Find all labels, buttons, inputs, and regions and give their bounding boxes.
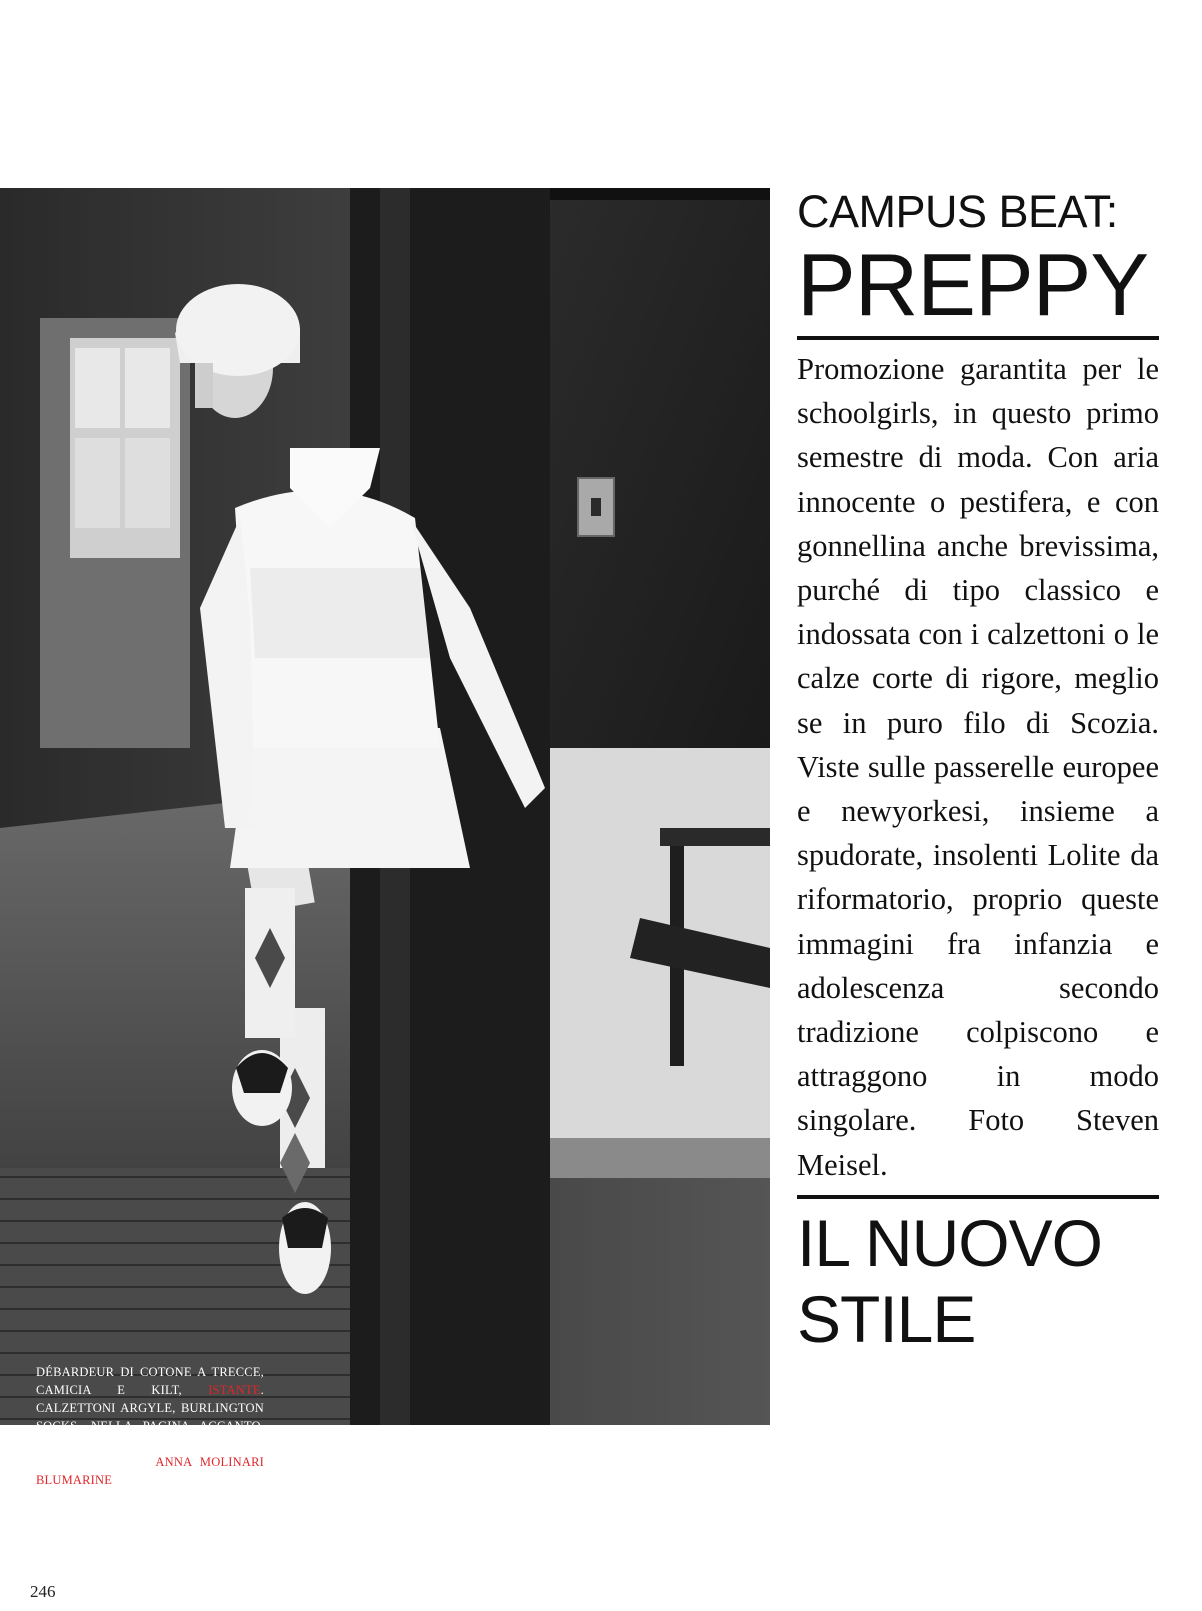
caption-brand-molinari: ANNA MOLINARI BLUMARINE <box>36 1455 265 1487</box>
caption-brand-istante: ISTANTE <box>208 1383 261 1397</box>
subhead-line-1: IL NUOVO <box>797 1205 1102 1280</box>
caption-text-1: DÉBARDEUR DI COTONE A TRECCE, CAMICIA E KILT, <box>36 1365 264 1397</box>
caption-text-2: . CALZETTONI ARGYLE, BURLINGTON SOCKS. NELLA PAGINA ACCANTO, GOLFINI DI CASHMERE E GONNE DI VOILE A PIEGHE, <box>36 1383 264 1469</box>
article-column <box>797 186 1159 1357</box>
article-headline: PREPPY <box>797 235 1149 334</box>
bottom-rule <box>797 1195 1159 1199</box>
article-kicker: CAMPUS BEAT: <box>797 186 1118 237</box>
fashion-photo <box>0 188 770 1541</box>
article-subhead <box>797 1205 1159 1357</box>
top-rule <box>797 336 1159 340</box>
page-number: 246 <box>30 1582 56 1601</box>
caption-text-3: . BERRETTI PATRICIA UNDERWOOD; COLLANT AVANT-GARDE; SCARPE BICOLORI, BASS. FASHION EDITOR JOE MC KENNA. <box>36 1473 264 1541</box>
photo-caption <box>36 1363 264 1543</box>
article-body: Promozione garantita per le schoolgirls, in questo primo semestre di moda. Con aria innocente o pestifera, e con gonnellina anche brevissima, purché di tipo classico e indossata con i calzettoni o le calze corte di rigore, meglio se in puro filo di Scozia. Viste sulle passerelle europee e newyorkesi, insieme a spudorate, insolenti Lolite da riformatorio, proprio queste immagini fra infanzia e adolescenza secondo tradizione colpiscono e attraggono in modo singolare. Foto Steven Meisel. <box>797 352 1159 1182</box>
subhead-line-2: STILE <box>797 1281 976 1356</box>
